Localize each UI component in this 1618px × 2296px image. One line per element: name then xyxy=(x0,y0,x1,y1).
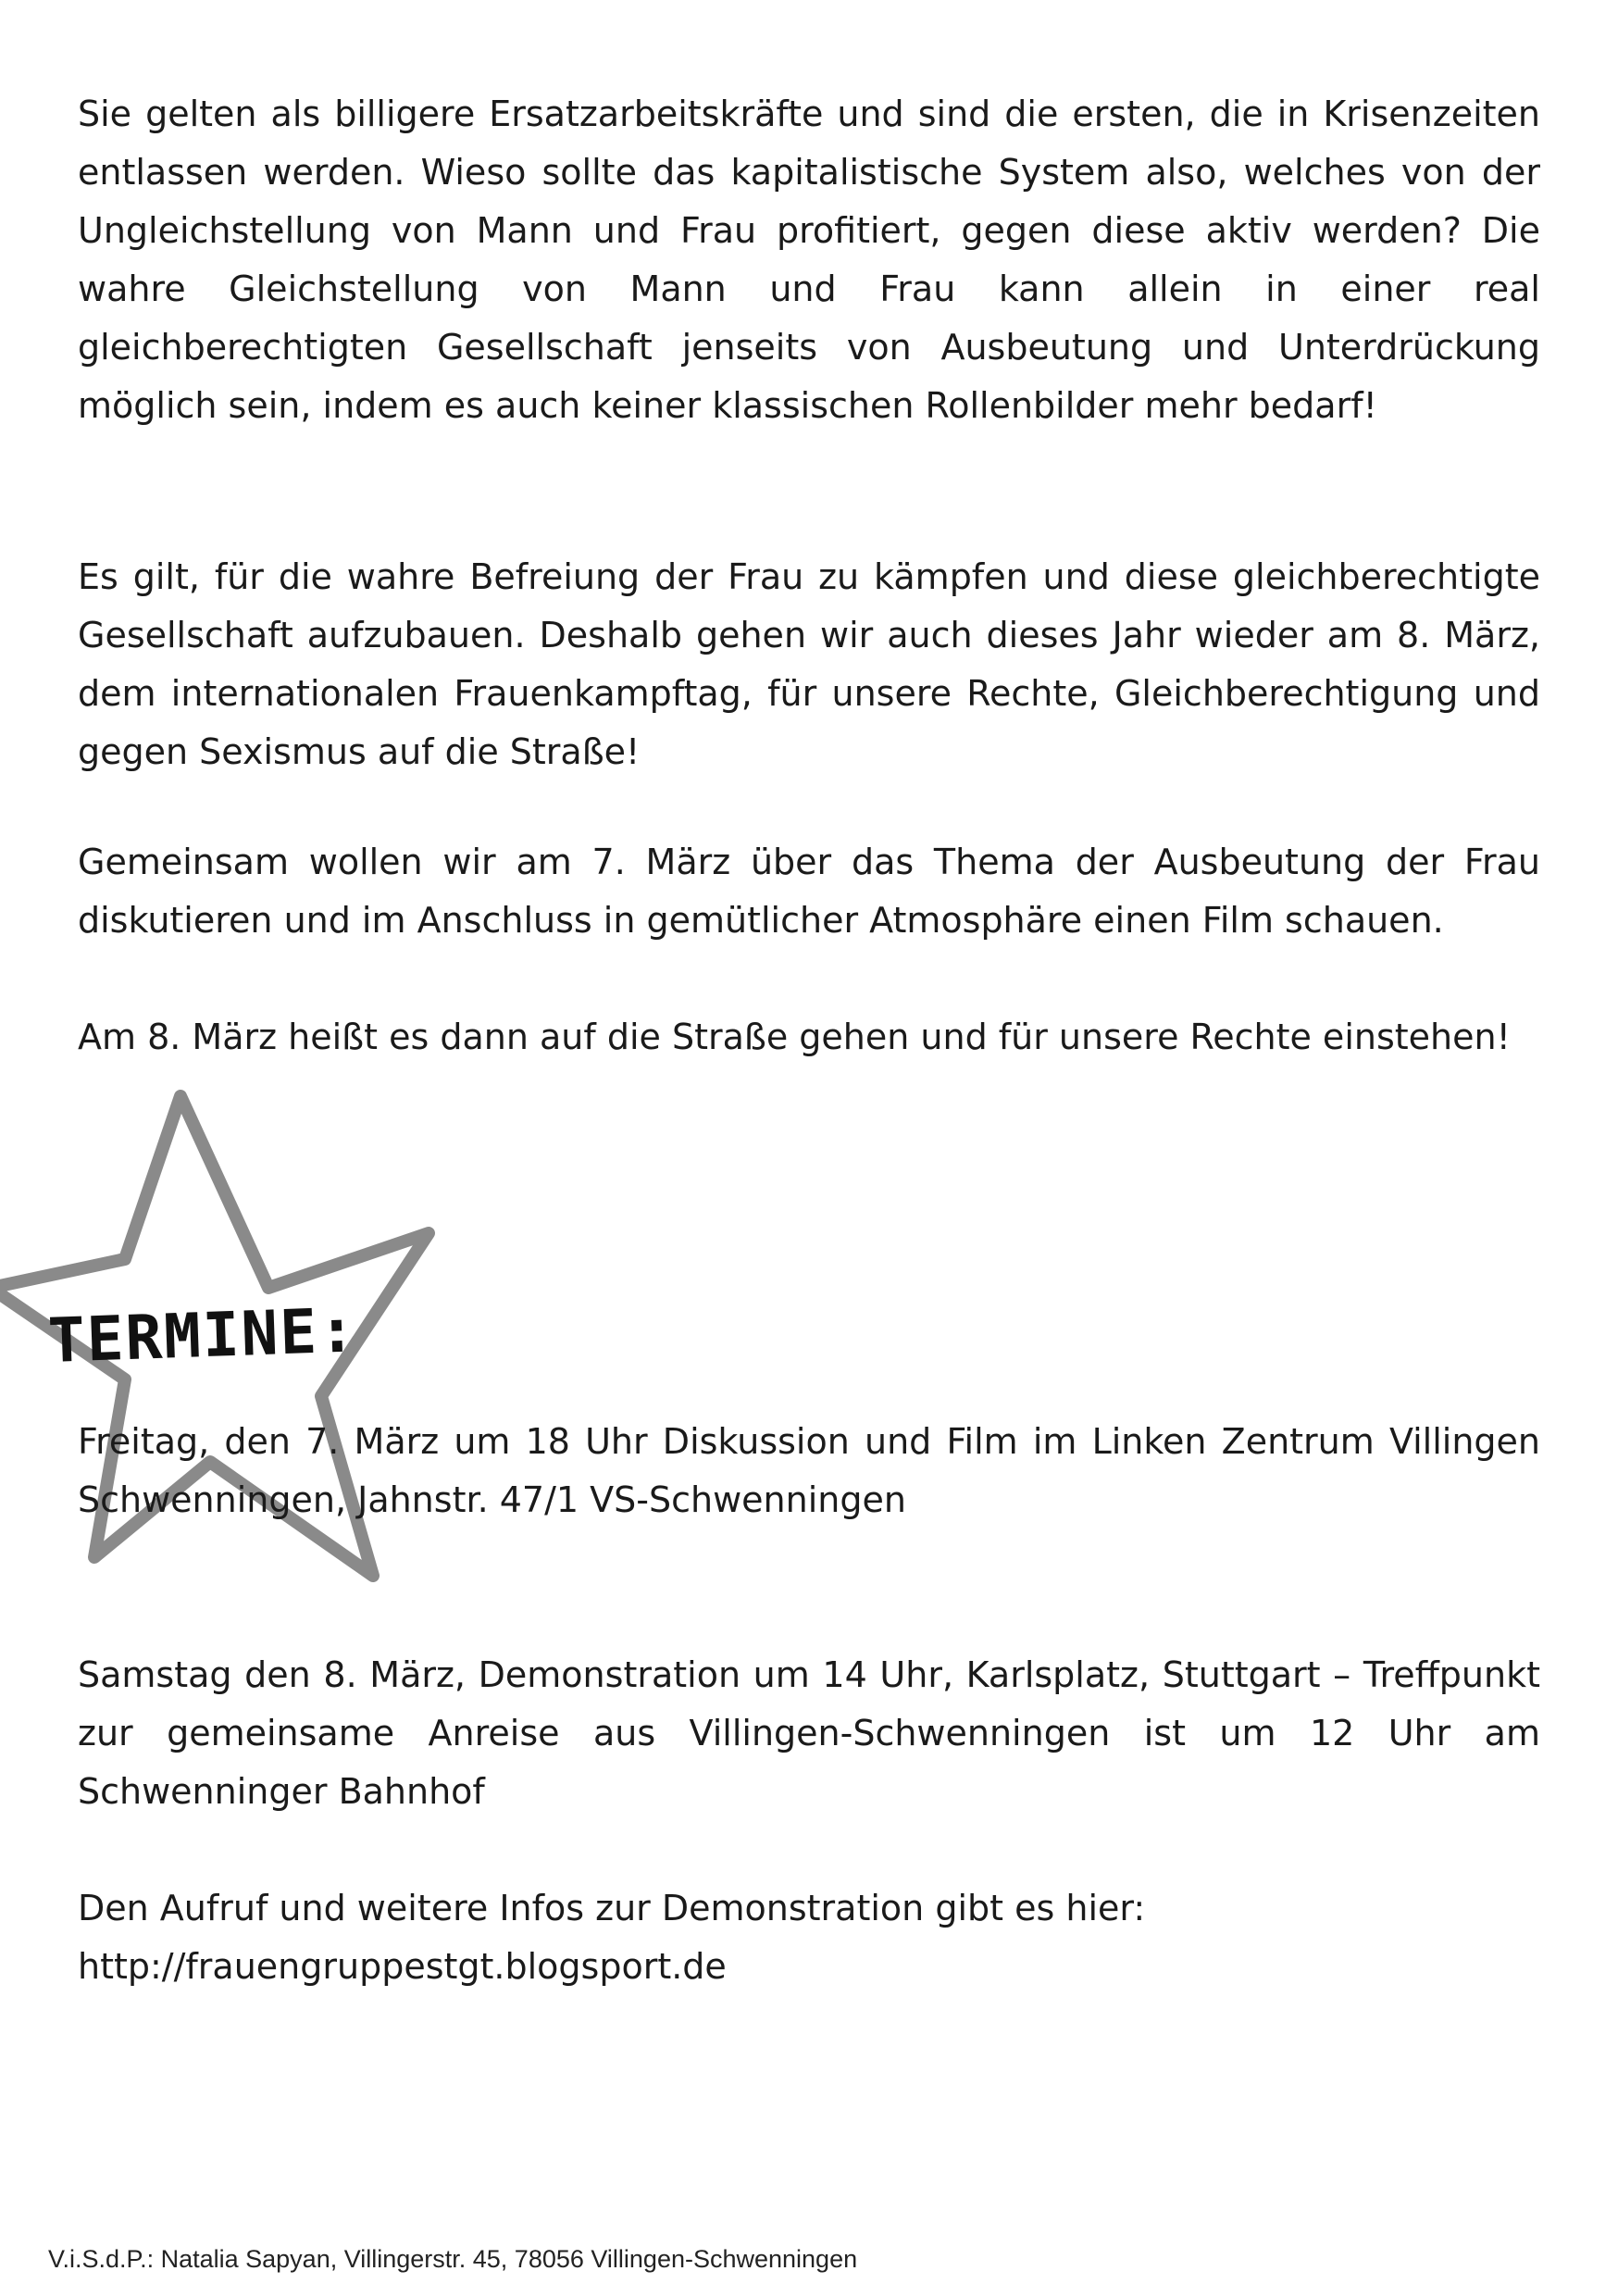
paragraph-strasse: Am 8. März heißt es dann auf die Straße gehen und für unsere Rechte einstehen! xyxy=(78,1017,1511,1057)
termine-heading: TERMINE: xyxy=(46,1294,359,1377)
paragraph-befreiung: Es gilt, für die wahre Befreiung der Frau zu kämpfen und diese gleichberechtigte Gesellschaft aufzubauen. Deshalb gehen wir auch dieses Jahr wieder am 8. März, dem internationalen Frauenkampftag, für unsere Rechte, Gleichberechtigung und gegen Sexismus auf die Straße! xyxy=(78,556,1540,772)
paragraph-gemeinsam: Gemeinsam wollen wir am 7. März über das Thema der Ausbeutung der Frau diskutieren und im Anschluss in gemütlicher Atmosphäre einen Film schauen. xyxy=(78,842,1540,941)
event-samstag: Samstag den 8. März, Demonstration um 14 Uhr, Karlsplatz, Stuttgart – Treffpunkt zur gemeinsame Anreise aus Villingen-Schwenningen ist um 12 Uhr am Schwenninger Bahnhof xyxy=(78,1654,1540,1812)
paragraph-intro: Sie gelten als billigere Ersatzarbeitskräfte und sind die ersten, die in Krisenzeiten entlassen werden. Wieso sollte das kapitalistische System also, welches von der Ungleichstellung von Mann und Frau profitiert, gegen diese aktiv werden? Die wahre Gleichstellung von Mann und Frau kann allein in einer real gleichberechtigten Gesellschaft jenseits von Ausbeutung und Unterdrückung möglich sein, indem es auch keiner klassischen Rollenbilder mehr bedarf! xyxy=(78,94,1540,426)
event-freitag: Freitag, den 7. März um 18 Uhr Diskussion und Film im Linken Zentrum Villingen Schwenningen, Jahnstr. 47/1 VS-Schwenningen xyxy=(78,1421,1540,1520)
imprint-footer: V.i.S.d.P.: Natalia Sapyan, Villingerstr. 45, 78056 Villingen-Schwenningen xyxy=(48,2245,858,2273)
info-line: Den Aufruf und weitere Infos zur Demonstration gibt es hier: xyxy=(78,1888,1146,1928)
info-link[interactable]: http://frauengruppestgt.blogsport.de xyxy=(78,1946,727,1987)
